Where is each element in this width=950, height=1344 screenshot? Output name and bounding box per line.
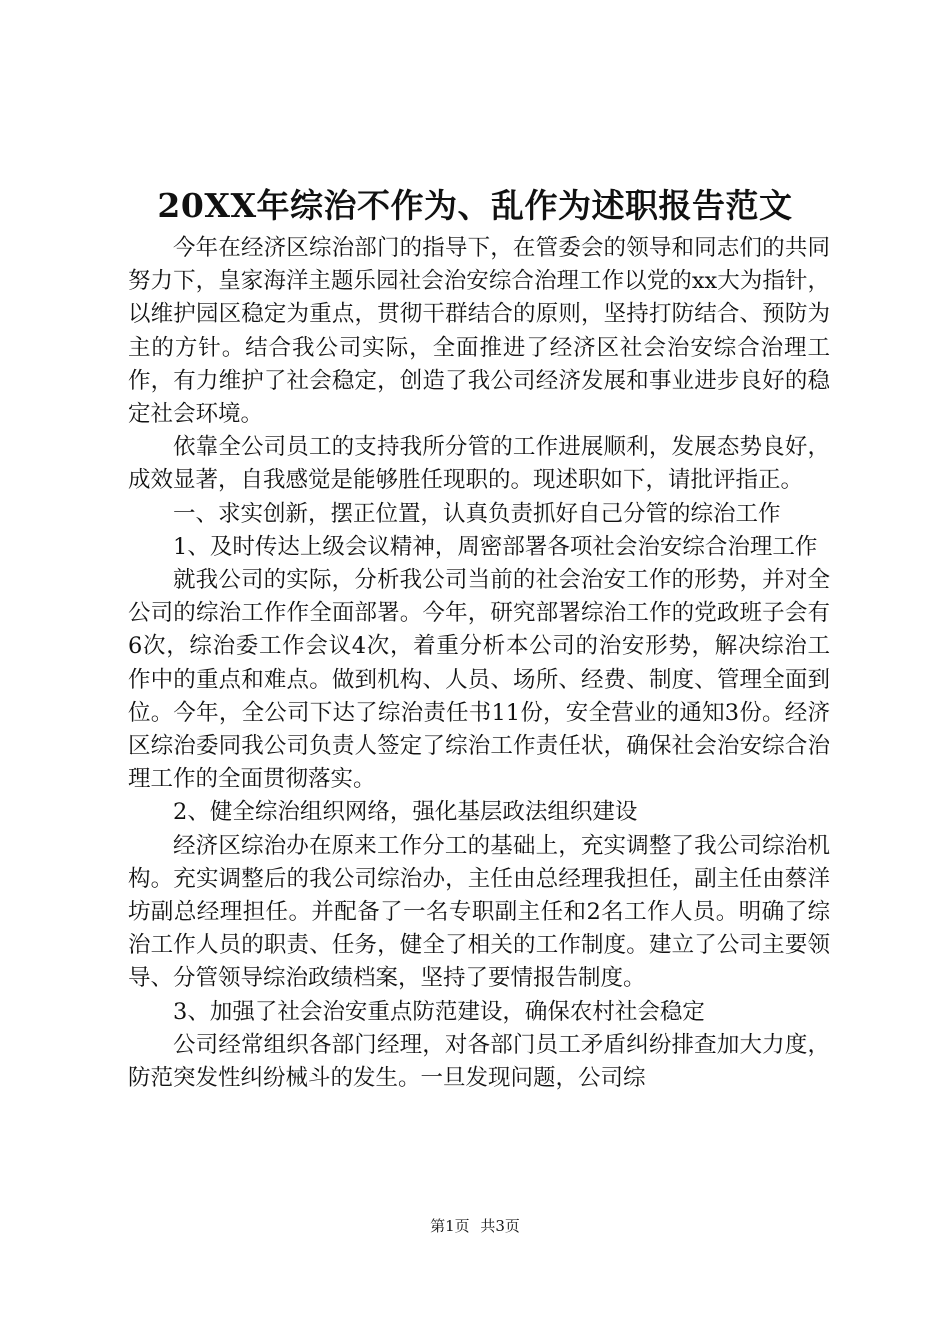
paragraph: 今年在经济区综治部门的指导下，在管委会的领导和同志们的共同努力下，皇家海洋主题乐园社会治安综合治理工作以党的xx大为指针，以维护园区稳定为重点，贯彻干群结合的原则，坚持打防结合、预防为主的方针。结合我公司实际，全面推进了经济区社会治安综合治理工作，有力维护了社会稳定，创造了我公司经济发展和事业进步良好的稳定社会环境。: [128, 235, 830, 428]
subsection-heading: 2、健全综治组织网络，强化基层政法组织建设: [173, 799, 638, 826]
subsection-heading: 1、及时传达上级会议精神，周密部署各项社会治安综合治理工作: [173, 533, 818, 560]
paragraph: 依靠全公司员工的支持我所分管的工作进展顺利，发展态势良好，成效显著，自我感觉是能够胜任现职的。现述职如下，请批评指正。: [128, 434, 830, 494]
paragraph: 公司经常组织各部门经理，对各部门员工矛盾纠纷排查加大力度，防范突发性纠纷械斗的发生。一旦发现问题，公司综: [128, 1031, 830, 1092]
paragraph: 就我公司的实际，分析我公司当前的社会治安工作的形势，并对全公司的综治工作作全面部署。今年，研究部署综治工作的党政班子会有6次，综治委工作会议4次，着重分析本公司的治安形势，解决综治工作中的重点和难点。做到机构、人员、场所、经费、制度、管理全面到位。今年，全公司下达了综治责任书11份，安全营业的通知3份。经济区综治委同我公司负责人签定了综治工作责任状，确保社会治安综合治理工作的全面贯彻落实。: [128, 567, 830, 793]
paragraph: 经济区综治办在原来工作分工的基础上，充实调整了我公司综治机构。充实调整后的我公司综治办，主任由总经理我担任，副主任由蔡洋坊副总经理担任。并配备了一名专职副主任和2名工作人员。明确了综治工作人员的职责、任务，健全了相关的工作制度。建立了公司主要领导、分管领导综治政绩档案，坚持了要情报告制度。: [128, 832, 830, 992]
section-heading: 一、求实创新，摆正位置，认真负责抓好自己分管的综治工作: [173, 500, 781, 527]
subsection-heading: 3、加强了社会治安重点防范建设，确保农村社会稳定: [173, 998, 705, 1025]
document-body: [128, 232, 830, 1095]
page-footer: 第1页 共3页: [430, 1217, 520, 1235]
document-title: 20XX年综治不作为、乱作为述职报告范文: [157, 186, 793, 225]
